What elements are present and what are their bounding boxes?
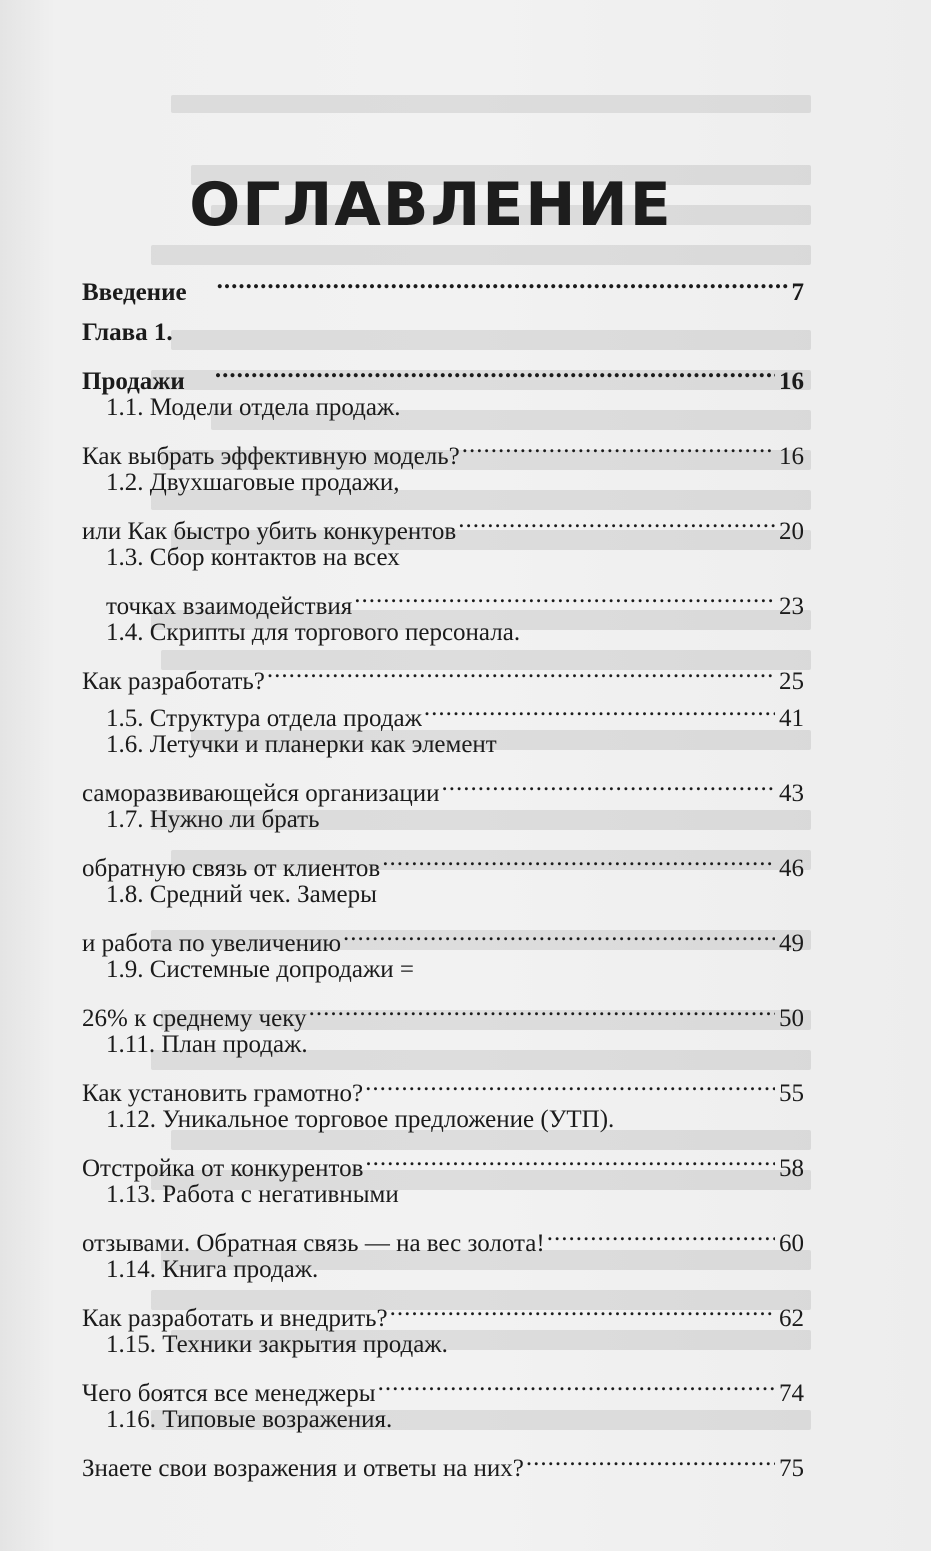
toc-entry-title: 1.12. Уникальное торговое предложение (УТП). — [106, 1106, 615, 1133]
toc-entry-title: 1.4. Скрипты для торгового персонала. — [106, 618, 521, 646]
toc-entry-line[interactable] — [82, 989, 804, 1032]
toc-entry-label: Продажи — [82, 367, 185, 395]
toc-entry-label: точках взаимодействия — [106, 592, 353, 620]
toc-entry-label: отзывами. Обратная связь — на вес золота! — [82, 1230, 545, 1257]
dot-leader — [442, 764, 775, 802]
toc-entry-title: 1.9. Системные допродажи = — [106, 956, 414, 983]
toc-page-number: 75 — [779, 1455, 804, 1482]
toc-entry-line[interactable] — [82, 1064, 804, 1107]
toc-entry-line[interactable] — [82, 426, 804, 470]
toc-entry-label: 1.5. Структура отдела продаж — [106, 705, 422, 732]
dot-leader — [390, 1289, 775, 1327]
toc-page-number: 50 — [779, 1005, 804, 1032]
toc-entry-line[interactable] — [82, 1176, 804, 1214]
dot-leader — [309, 989, 775, 1027]
toc-entry-label: саморазвивающейся организации — [82, 780, 440, 807]
page-title: ОГЛАВЛЕНИЕ — [189, 170, 673, 240]
dot-leader — [382, 839, 775, 877]
toc-entry-line[interactable] — [82, 1326, 804, 1364]
toc-entry-title: 1.2. Двухшаговые продажи, — [106, 468, 400, 496]
toc-entry-line[interactable] — [82, 726, 804, 764]
toc-entry-line[interactable] — [82, 1401, 804, 1439]
toc-page-number: 43 — [779, 780, 804, 807]
dot-leader — [547, 1214, 775, 1252]
toc-entry-introduction[interactable] — [82, 262, 804, 306]
dot-leader — [365, 1139, 775, 1177]
toc-entry-title: 1.11. План продаж. — [106, 1031, 308, 1058]
toc-entry-title: 1.7. Нужно ли брать — [106, 806, 320, 833]
toc-entry-line[interactable] — [82, 1139, 804, 1182]
toc-entry-line[interactable] — [82, 1101, 804, 1139]
toc-page-number: 60 — [779, 1230, 804, 1257]
toc-entry-label: Чего боятся все менеджеры — [82, 1380, 376, 1407]
toc-entry-line[interactable] — [82, 1289, 804, 1332]
toc-entry-title: 1.13. Работа с негативными — [106, 1181, 399, 1208]
toc-entry-label: Знаете свои возражения и ответы на них? — [82, 1455, 524, 1482]
toc-entry-title: 1.8. Средний чек. Замеры — [106, 881, 377, 908]
toc-page-number: 55 — [779, 1080, 804, 1107]
toc-entry-title: 1.6. Летучки и планерки как элемент — [106, 731, 497, 758]
toc-page-number: 41 — [779, 705, 804, 732]
toc-page-number: 46 — [779, 855, 804, 882]
toc-entry-label: или Как быстро убить конкурентов — [82, 517, 457, 545]
toc-entry-line[interactable] — [82, 1439, 804, 1482]
toc-page-number: 16 — [779, 367, 804, 395]
dot-leader — [458, 501, 775, 539]
toc-page-number: 20 — [779, 517, 804, 545]
toc-entry-line[interactable] — [82, 651, 804, 695]
toc-entry-line[interactable] — [82, 539, 804, 577]
toc-entry-label: и работа по увеличению — [82, 930, 342, 957]
dot-leader — [424, 689, 775, 727]
toc-page-number: 58 — [779, 1155, 804, 1182]
chapter-heading — [82, 314, 804, 352]
dot-leader — [215, 351, 775, 389]
dot-leader — [217, 262, 788, 300]
toc-page-number: 74 — [779, 1380, 804, 1407]
dot-leader — [526, 1439, 775, 1477]
toc-entry-line[interactable] — [82, 689, 804, 732]
toc-entry-line[interactable] — [82, 614, 804, 652]
toc-entry-line[interactable] — [82, 764, 804, 807]
toc-entry-line[interactable] — [82, 1251, 804, 1289]
toc-entry-line[interactable] — [82, 501, 804, 545]
toc-entry-line[interactable] — [82, 876, 804, 914]
dot-leader — [354, 576, 775, 614]
toc-entry-title: 1.16. Типовые возражения. — [106, 1406, 393, 1433]
toc-page-number: 23 — [779, 592, 804, 620]
toc-entry-line[interactable] — [82, 1214, 804, 1257]
toc-entry-line[interactable] — [82, 951, 804, 989]
dot-leader — [462, 426, 775, 464]
toc-entry-line[interactable] — [82, 839, 804, 882]
toc-page-number: 25 — [779, 667, 804, 695]
dot-leader — [365, 1064, 775, 1102]
dot-leader — [343, 914, 775, 952]
toc-entry-title: 1.14. Книга продаж. — [106, 1256, 319, 1283]
toc-page-number: 7 — [791, 278, 804, 306]
toc-entry-line[interactable] — [82, 1026, 804, 1064]
toc-entry-title: 1.1. Модели отдела продаж. — [106, 393, 401, 421]
toc-entry-label: обратную связь от клиентов — [82, 855, 381, 882]
toc-entry-label: Отстройка от конкурентов — [82, 1155, 364, 1182]
toc-entry-line[interactable] — [82, 914, 804, 957]
toc-entry-line[interactable] — [82, 389, 804, 427]
toc-entry-line[interactable] — [82, 1364, 804, 1407]
toc-entry-label: Как разработать и внедрить? — [82, 1305, 388, 1332]
toc-entry-title: 1.15. Техники закрытия продаж. — [106, 1331, 448, 1358]
toc-entry-chapter-1[interactable] — [82, 351, 804, 395]
toc-entry-label: 26% к среднему чеку — [82, 1005, 307, 1032]
toc-page-number: 49 — [779, 930, 804, 957]
toc-entry-line[interactable] — [82, 576, 804, 620]
toc-entry-line[interactable] — [82, 801, 804, 839]
chapter-number: Глава 1. — [82, 318, 173, 346]
toc-entry-label: Введение — [82, 278, 187, 306]
toc-entry-title: 1.3. Сбор контактов на всех — [106, 543, 400, 571]
toc-entry-line[interactable] — [82, 464, 804, 502]
toc-entry-label: Как установить грамотно? — [82, 1080, 364, 1107]
dot-leader — [378, 1364, 775, 1402]
dot-leader — [267, 651, 775, 689]
toc-entry-label: Как разработать? — [82, 667, 265, 695]
table-of-contents — [82, 262, 804, 1482]
toc-page-number: 16 — [779, 442, 804, 470]
toc-entry-label: Как выбрать эффективную модель? — [82, 442, 460, 470]
toc-page-number: 62 — [779, 1305, 804, 1332]
